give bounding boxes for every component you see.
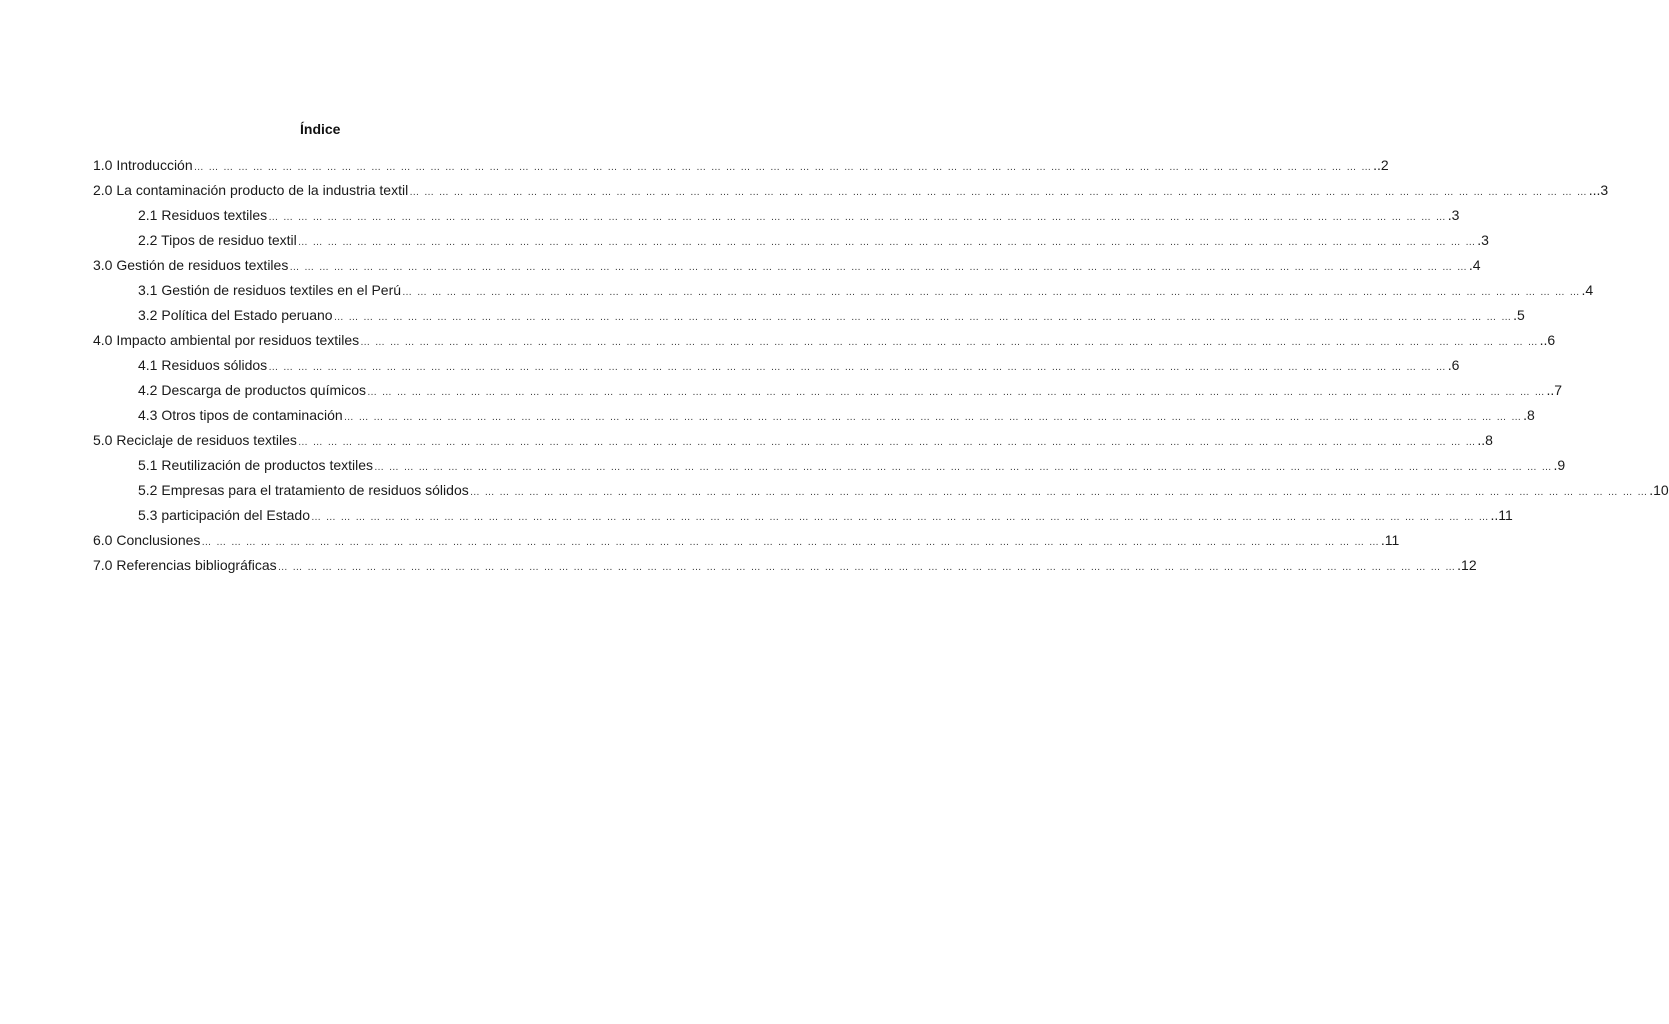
toc-entry-label: 4.2 Descarga de productos químicos [138,382,367,398]
toc-page-number: ..2 [1373,157,1389,173]
toc-entry [0,253,1481,278]
toc-dot-leader: … … … … … … … … … … … … … … … … … … … … … … … … … … … … … … … … … … … … … … … … … … … … … … … … … … … … … … … … … … … … … … … … … … … … … … … … … … … … … … … … [402,287,1581,298]
toc-dot-leader: … … … … … … … … … … … … … … … … … … … … … … … … … … … … … … … … … … … … … … … … … … … … … … … … … … … … … … … … … … … … … … … … … … … … … … … … … … … … … … … … [374,462,1553,473]
toc-dot-leader: … … … … … … … … … … … … … … … … … … … … … … … … … … … … … … … … … … … … … … … … … … … … … … … … … … … … … … … … … … … … … … … … … … … … … … … … … … … … … … … … [469,487,1649,498]
toc-entry [0,453,1566,478]
toc-page-number: ..6 [1539,332,1556,348]
toc-entry [0,403,1535,428]
toc-entry-label: 5.3 participación del Estado [138,507,310,523]
toc-dot-leader: … … … … … … … … … … … … … … … … … … … … … … … … … … … … … … … … … … … … … … … … … … … … … … … … … … … … … … … … … … … … … … … … … … … … … … … … … … … … … … … … [297,437,1477,448]
toc-entry-label: 4.1 Residuos sólidos [138,357,268,373]
toc-dot-leader: … … … … … … … … … … … … … … … … … … … … … … … … … … … … … … … … … … … … … … … … … … … … … … … … … … … … … … … … … … … … … … … … … … … … … … … … … … … … … … … … [193,162,1373,173]
toc-dot-leader: … … … … … … … … … … … … … … … … … … … … … … … … … … … … … … … … … … … … … … … … … … … … … … … … … … … … … … … … … … … … … … … … … … … … … … … … … … … … … … … … [343,412,1523,423]
toc-entry [0,278,1594,303]
toc-entry-label: 5.1 Reutilización de productos textiles [138,457,374,473]
toc-page-number: .11 [1380,532,1400,548]
toc-entry-label: 3.2 Política del Estado peruano [138,307,333,323]
toc-entry-label: 2.2 Tipos de residuo textil [138,232,297,248]
toc-dot-leader: … … … … … … … … … … … … … … … … … … … … … … … … … … … … … … … … … … … … … … … … … … … … … … … … … … … … … … … … … … … … … … … … … … … … … … … … … … … … … … … … [268,212,1447,223]
toc-page-number: .10 [1649,482,1669,498]
toc-entry [0,228,1489,253]
toc-dot-leader: … … … … … … … … … … … … … … … … … … … … … … … … … … … … … … … … … … … … … … … … … … … … … … … … … … … … … … … … … … … … … … … … … … … … … … … … … … … … … … … … [367,387,1546,398]
table-of-contents [0,153,1669,578]
toc-page-number: ..11 [1490,507,1513,523]
toc-entry [0,178,1609,203]
toc-dot-leader: … … … … … … … … … … … … … … … … … … … … … … … … … … … … … … … … … … … … … … … … … … … … … … … … … … … … … … … … … … … … … … … … … … … … … … … … … … … … … … … … [360,337,1539,348]
toc-dot-leader: … … … … … … … … … … … … … … … … … … … … … … … … … … … … … … … … … … … … … … … … … … … … … … … … … … … … … … … … … … … … … … … … … … … … … … … … … … … … … … … … [409,187,1588,198]
toc-dot-leader: … … … … … … … … … … … … … … … … … … … … … … … … … … … … … … … … … … … … … … … … … … … … … … … … … … … … … … … … … … … … … … … … … … … … … … … … … … … … … … … … [289,262,1468,273]
toc-page-number: ..7 [1546,382,1563,398]
toc-entry [0,553,1477,578]
toc-entry [0,153,1389,178]
toc-page-number: ..8 [1477,432,1493,448]
toc-entry [0,203,1460,228]
toc-entry-label: 2.1 Residuos textiles [138,207,268,223]
toc-page-number: .5 [1513,307,1525,323]
toc-entry-label: 1.0 Introducción [93,157,193,173]
toc-page-number: .4 [1468,257,1481,273]
toc-entry [0,353,1460,378]
toc-dot-leader: … … … … … … … … … … … … … … … … … … … … … … … … … … … … … … … … … … … … … … … … … … … … … … … … … … … … … … … … … … … … … … … … … … … … … … … … … … … … … … … … [268,362,1447,373]
toc-page-number: .9 [1553,457,1566,473]
toc-page-number: .4 [1581,282,1594,298]
toc-dot-leader: … … … … … … … … … … … … … … … … … … … … … … … … … … … … … … … … … … … … … … … … … … … … … … … … … … … … … … … … … … … … … … … … … … … … … … … … … … … … … … … … [311,512,1490,523]
toc-entry-label: 7.0 Referencias bibliográficas [93,557,277,573]
toc-entry [0,503,1513,528]
toc-entry [0,528,1400,553]
toc-entry [0,378,1563,403]
toc-entry-label: 2.0 La contaminación producto de la industria textil [93,182,409,198]
toc-entry-label: 5.2 Empresas para el tratamiento de residuos sólidos [138,482,469,498]
toc-page-number: .12 [1457,557,1477,573]
toc-page-number: .8 [1523,407,1535,423]
toc-entry [0,303,1525,328]
toc-entry [0,428,1493,453]
toc-dot-leader: … … … … … … … … … … … … … … … … … … … … … … … … … … … … … … … … … … … … … … … … … … … … … … … … … … … … … … … … … … … … … … … … … … … … … … … … … … … … … … … … [277,562,1457,573]
page-title: Índice [300,121,341,137]
toc-entry-label: 5.0 Reciclaje de residuos textiles [93,432,297,448]
toc-entry [0,478,1669,503]
toc-entry [0,328,1556,353]
toc-page-number: .3 [1477,232,1489,248]
toc-dot-leader: … … … … … … … … … … … … … … … … … … … … … … … … … … … … … … … … … … … … … … … … … … … … … … … … … … … … … … … … … … … … … … … … … … … … … … … … … … … … … … … … [297,237,1477,248]
toc-page-number: ...3 [1588,182,1609,198]
toc-page-number: .6 [1447,357,1460,373]
toc-entry-label: 4.3 Otros tipos de contaminación [138,407,343,423]
toc-page-number: .3 [1447,207,1460,223]
toc-entry-label: 3.0 Gestión de residuos textiles [93,257,289,273]
toc-dot-leader: … … … … … … … … … … … … … … … … … … … … … … … … … … … … … … … … … … … … … … … … … … … … … … … … … … … … … … … … … … … … … … … … … … … … … … … … … … … … … … … … [201,537,1380,548]
toc-entry-label: 4.0 Impacto ambiental por residuos textiles [93,332,360,348]
toc-entry-label: 3.1 Gestión de residuos textiles en el Perú [138,282,402,298]
toc-entry-label: 6.0 Conclusiones [93,532,201,548]
toc-dot-leader: … … … … … … … … … … … … … … … … … … … … … … … … … … … … … … … … … … … … … … … … … … … … … … … … … … … … … … … … … … … … … … … … … … … … … … … … … … … … … … … … [333,312,1513,323]
